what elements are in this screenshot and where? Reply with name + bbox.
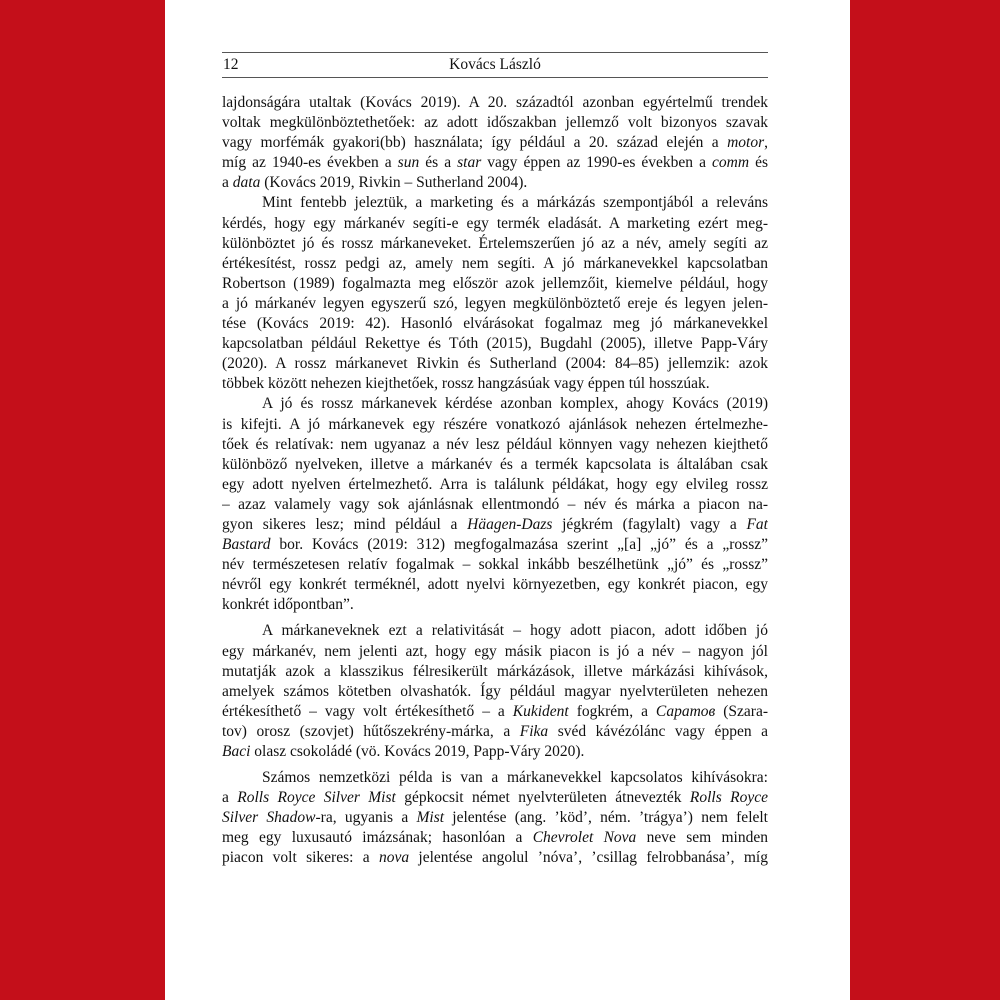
text-line: piacon volt sikeres: a nova jelentése angolul ’nóva’, ’csillag felrobbanása’, míg [222, 849, 768, 867]
page-number: 12 [223, 56, 239, 73]
running-title-author: Kovács László [449, 56, 541, 73]
text-line: Bastard bor. Kovács (2019: 312) megfogalmazása szerint „[a] „jó” és a „rossz” [222, 536, 768, 554]
text-line: Robertson (1989) fogalmazta meg először azok jellemzőit, kiemelve például, hogy [222, 274, 768, 292]
text-line: voltak megkülönböztethetőek: az adott időszakban jellemző volt bizonyos szavak [222, 114, 768, 132]
text-line: értékesíthető – vagy volt értékesíthető – a Kukident fogkrém, a Саратов (Szara- [222, 702, 768, 720]
text-line: is kifejti. A jó márkanevek egy részére vonatkozó ajánlások nehezen értelmezhe- [222, 415, 768, 433]
text-line: míg az 1940-es években a sun és a star vagy éppen az 1990-es években a comm és [222, 154, 768, 172]
text-line: meg egy luxusautó imázsának; hasonlóan a Chevrolet Nova neve sem minden [222, 829, 768, 847]
text-line: a jó márkanév legyen egyszerű szó, legyen megkülönböztető ereje és legyen jelen- [222, 294, 768, 312]
text-line: gyon sikeres lesz; mind például a Häagen-Dazs jégkrém (fagylalt) vagy a Fat [222, 515, 768, 533]
text-line: mutatják azok a klasszikus félresikerült márkázások, illetve márkázási kihívások, [222, 662, 768, 680]
document-page [165, 0, 850, 1000]
text-line: Baci olasz csokoládé (vö. Kovács 2019, Papp-Váry 2020). [222, 743, 585, 760]
text-line: a Rolls Royce Silver Mist gépkocsit német nyelvterületen átnevezték Rolls Royce [222, 789, 768, 807]
text-line: különböző nyelveken, illetve a márkanév és a termék kapcsolata is általában csak [222, 455, 768, 473]
text-line: amelyek számos kötetben olvashatók. Így például magyar nyelvterületen nehezen [222, 682, 768, 700]
text-line: konkrét időpontban”. [222, 596, 354, 614]
text-line: a data (Kovács 2019, Rivkin – Sutherland 2004). [222, 174, 528, 192]
paragraph [222, 768, 768, 868]
text-line: vagy morfémák gyakori(bb) használata; így például a 20. század elején a motor, [222, 134, 768, 152]
text-line: tése (Kovács 2019: 42). Hasonló elvárásokat fogalmaz meg jó márkanevekkel [222, 315, 768, 333]
text-line: A jó és rossz márkanevek kérdése azonban komplex, ahogy Kovács (2019) [262, 395, 768, 413]
text-line: Silver Shadow-ra, ugyanis a Mist jelentése (ang. ’köd’, ném. ’trágya’) nem felelt [222, 809, 768, 827]
text-line: névről egy konkrét terméknél, adott nyelvi környezetben, egy konkrét piacon, egy [222, 576, 768, 594]
paragraph [222, 394, 768, 615]
text-line: értékesítést, rossz pedgi az, amely nem segíti. A jó márkanevekkel kapcsolatban [222, 254, 768, 272]
text-line: kérdés, hogy egy márkanév segíti-e egy termék eladását. A marketing ezért meg- [222, 214, 768, 232]
text-line: többek között nehezen kiejthetőek, rossz hangzásúak vagy éppen túl hosszúak. [222, 375, 710, 393]
paragraph [222, 93, 768, 193]
text-line: Mint fentebb jeleztük, a marketing és a márkázás szempontjából a releváns [262, 194, 768, 212]
text-line: kapcsolatban például Rekettye és Tóth (2015), Bugdahl (2005), illetve Papp-Váry [222, 335, 768, 353]
text-line: tőek és relatívak: nem ugyanaz a név lesz például könnyen vagy nehezen kiejthető [222, 435, 768, 453]
text-line: különböztet jó és rossz márkaneveket. Értelemszerűen jó az a név, amely segíti az [222, 234, 768, 252]
text-line: A márkaneveknek ezt a relativitását – hogy adott piacon, adott időben jó [262, 622, 768, 640]
text-line: lajdonságára utaltak (Kovács 2019). A 20. századtól azonban egyértelmű trendek [222, 94, 768, 111]
text-line: (2020). A rossz márkanevet Rivkin és Sutherland (2004: 84–85) jellemzik: azok [222, 355, 768, 373]
text-line: – azaz valamely vagy sok ajánlásnak ellentmondó – név és márka a piacon na- [222, 495, 768, 513]
running-header [222, 52, 768, 78]
text-line: név természetesen relatív fogalmak – sokkal inkább beszélhetünk „jó” és „rossz” [222, 556, 768, 574]
text-line: egy adott nyelven értelmezhető. Arra is találunk példákat, hogy egy elvileg rossz [222, 475, 768, 493]
paragraph [222, 193, 768, 394]
paragraph [222, 621, 768, 762]
text-line: tov) orosz (szovjet) hűtőszekrény-márka, a Fika svéd kávézólánc vagy éppen a [222, 722, 768, 740]
text-line: Számos nemzetközi példa is van a márkanevekkel kapcsolatos kihívásokra: [262, 769, 768, 787]
text-line: egy márkanév, nem jelenti azt, hogy egy másik piacon is jó a név – nagyon jól [222, 642, 768, 660]
body-text [222, 93, 768, 869]
